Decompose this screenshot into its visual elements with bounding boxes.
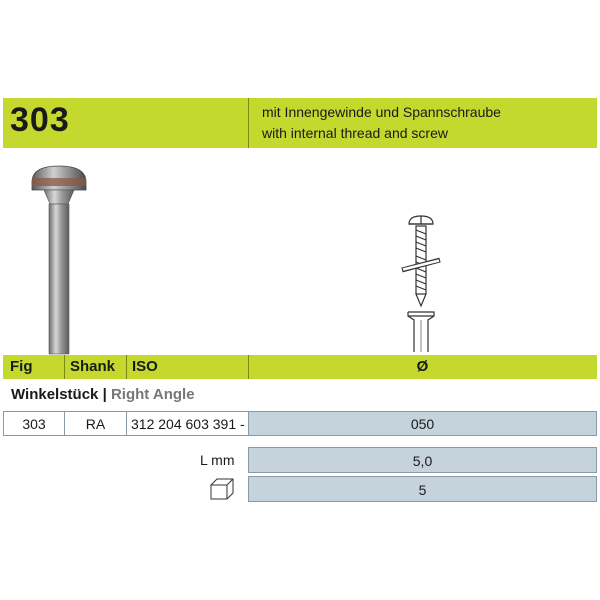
- cell-iso: 312 204 603 391 -: [126, 411, 249, 436]
- product-number: 303: [10, 101, 70, 139]
- cell-fig: 303: [3, 411, 65, 436]
- col-header-diameter: Ø: [416, 358, 429, 375]
- col-divider: [64, 355, 65, 379]
- box-icon: [209, 477, 235, 501]
- cell-shank: RA: [64, 411, 127, 436]
- cell-diameter: 050: [248, 411, 597, 436]
- length-value: 5,0: [248, 447, 597, 473]
- section-label-german: Winkelstück: [11, 386, 99, 403]
- section-separator: |: [102, 386, 107, 403]
- section-label-english: Right Angle: [110, 386, 195, 403]
- header-divider: [248, 98, 249, 148]
- package-quantity: 5: [248, 476, 597, 502]
- col-header-iso: ISO: [132, 358, 158, 375]
- col-header-fig: Fig: [10, 358, 33, 375]
- screw-drawing: [398, 212, 444, 352]
- description-english: with internal thread and screw: [262, 125, 448, 141]
- col-divider: [126, 355, 127, 379]
- section-row: [3, 381, 597, 409]
- description-german: mit Innengewinde und Spannschraube: [262, 104, 501, 120]
- col-header-shank: Shank: [70, 358, 116, 375]
- bur-image: [30, 160, 90, 355]
- product-image-area: [3, 148, 597, 353]
- length-label: L mm: [200, 452, 235, 468]
